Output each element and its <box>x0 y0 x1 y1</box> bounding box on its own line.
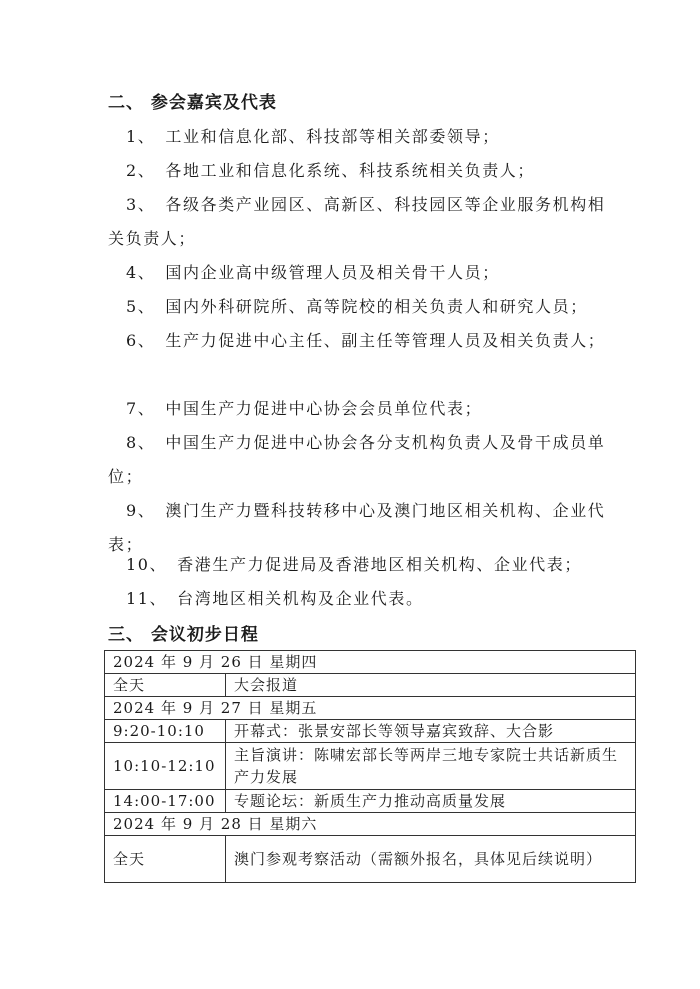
date-cell: 2024 年 9 月 28 日 星期六 <box>105 813 636 836</box>
item-text: 中国生产力促进中心协会会员单位代表； <box>165 399 483 418</box>
list-item <box>108 154 613 188</box>
event-cell: 主旨演讲：陈啸宏部长等两岸三地专家院士共话新质生产力发展 <box>226 743 636 790</box>
item-number: 3、 <box>126 195 156 214</box>
item-number: 1、 <box>126 127 156 146</box>
item-text: 各地工业和信息化系统、科技系统相关负责人； <box>165 161 535 180</box>
table-row <box>105 790 636 813</box>
list-item <box>108 324 613 358</box>
item-text: 澳门生产力暨科技转移中心及澳门地区相关机构、企业代表； <box>108 501 606 554</box>
item-text: 香港生产力促进局及香港地区相关机构、企业代表； <box>177 555 582 574</box>
date-row <box>105 813 636 836</box>
item-number: 8、 <box>126 433 156 452</box>
item-number: 4、 <box>126 263 156 282</box>
table-row <box>105 720 636 743</box>
event-cell: 专题论坛：新质生产力推动高质量发展 <box>226 790 636 813</box>
item-number: 11、 <box>126 589 168 608</box>
list-item <box>108 188 613 256</box>
item-text: 台湾地区相关机构及企业代表。 <box>177 589 424 608</box>
item-text: 各级各类产业园区、高新区、科技园区等企业服务机构相关负责人； <box>108 195 606 248</box>
item-text: 工业和信息化部、科技部等相关部委领导； <box>165 127 500 146</box>
time-cell: 全天 <box>105 836 226 883</box>
item-number: 10、 <box>126 555 168 574</box>
item-text: 中国生产力促进中心协会各分支机构负责人及骨干成员单位； <box>108 433 606 486</box>
date-cell: 2024 年 9 月 26 日 星期四 <box>105 651 636 674</box>
list-item <box>108 256 613 290</box>
list-item <box>108 392 613 426</box>
table-row <box>105 836 636 883</box>
event-cell: 开幕式：张景安部长等领导嘉宾致辞、大合影 <box>226 720 636 743</box>
list-item <box>108 548 613 582</box>
item-number: 2、 <box>126 161 156 180</box>
section-heading-guests: 二、 参会嘉宾及代表 <box>108 93 277 113</box>
list-item <box>108 290 613 324</box>
item-number: 6、 <box>126 331 156 350</box>
item-number: 5、 <box>126 297 156 316</box>
event-cell: 澳门参观考察活动（需额外报名，具体见后续说明） <box>226 836 636 883</box>
list-item <box>108 582 613 616</box>
item-number: 9、 <box>126 501 156 520</box>
item-text: 国内企业高中级管理人员及相关骨干人员； <box>165 263 500 282</box>
event-cell: 大会报道 <box>226 674 636 697</box>
date-row <box>105 651 636 674</box>
schedule-table <box>104 650 636 883</box>
date-cell: 2024 年 9 月 27 日 星期五 <box>105 697 636 720</box>
table-row <box>105 743 636 790</box>
section-heading-schedule: 三、 会议初步日程 <box>108 625 259 645</box>
list-item <box>108 120 613 154</box>
list-item <box>108 426 613 494</box>
time-cell: 14:00-17:00 <box>105 790 226 813</box>
time-cell: 全天 <box>105 674 226 697</box>
time-cell: 10:10-12:10 <box>105 743 226 790</box>
item-text: 生产力促进中心主任、副主任等管理人员及相关负责人； <box>165 331 606 350</box>
date-row <box>105 697 636 720</box>
time-cell: 9:20-10:10 <box>105 720 226 743</box>
item-text: 国内外科研院所、高等院校的相关负责人和研究人员； <box>165 297 588 316</box>
item-number: 7、 <box>126 399 156 418</box>
table-row <box>105 674 636 697</box>
